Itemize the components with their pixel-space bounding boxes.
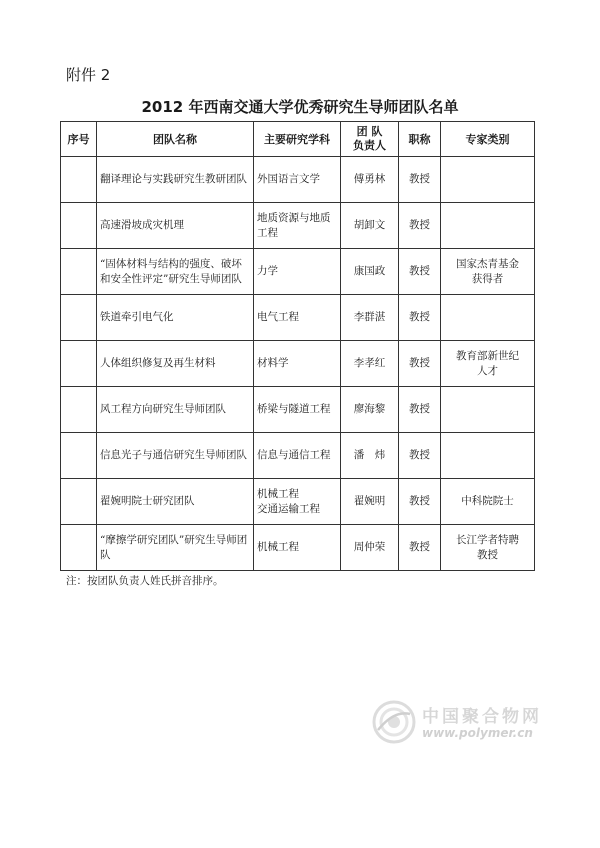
cell-discipline: 机械工程 交通运输工程 xyxy=(254,479,341,525)
cell-leader: 潘 炜 xyxy=(341,433,399,479)
cell-rank: 教授 xyxy=(399,157,441,203)
cell-index xyxy=(61,479,97,525)
cell-team-name: “摩擦学研究团队”研究生导师团队 xyxy=(97,525,254,571)
header-leader-text: 团 队 负责人 xyxy=(353,125,386,152)
cell-leader: 李群湛 xyxy=(341,295,399,341)
cell-rank: 教授 xyxy=(399,525,441,571)
cell-index xyxy=(61,341,97,387)
table-row xyxy=(61,525,535,571)
cell-leader: 胡卸文 xyxy=(341,203,399,249)
cell-rank: 教授 xyxy=(399,249,441,295)
footnote: 注：按团队负责人姓氏拼音排序。 xyxy=(66,575,224,587)
cell-rank: 教授 xyxy=(399,341,441,387)
table-row xyxy=(61,295,535,341)
cell-discipline: 电气工程 xyxy=(254,295,341,341)
header-rank: 职称 xyxy=(399,122,441,157)
cell-category: 国家杰青基金 获得者 xyxy=(441,249,535,295)
header-leader xyxy=(341,122,399,157)
cell-team-name: 翟婉明院士研究团队 xyxy=(97,479,254,525)
cell-leader: 翟婉明 xyxy=(341,479,399,525)
cell-index xyxy=(61,249,97,295)
cell-team-name: 信息光子与通信研究生导师团队 xyxy=(97,433,254,479)
table-header-row xyxy=(61,122,535,157)
header-team-name: 团队名称 xyxy=(97,122,254,157)
cell-rank: 教授 xyxy=(399,295,441,341)
cell-discipline: 地质资源与地质 工程 xyxy=(254,203,341,249)
team-table xyxy=(60,121,535,571)
cell-index xyxy=(61,525,97,571)
cell-category xyxy=(441,203,535,249)
table-row xyxy=(61,203,535,249)
cell-category xyxy=(441,295,535,341)
cell-leader: 傅勇林 xyxy=(341,157,399,203)
cell-rank: 教授 xyxy=(399,479,441,525)
document-title: 2012 年西南交通大学优秀研究生导师团队名单 xyxy=(141,98,459,116)
cell-discipline: 外国语言文学 xyxy=(254,157,341,203)
cell-discipline: 桥梁与隧道工程 xyxy=(254,387,341,433)
header-index: 序号 xyxy=(61,122,97,157)
cell-leader: 李孝红 xyxy=(341,341,399,387)
table-row xyxy=(61,433,535,479)
cell-category xyxy=(441,387,535,433)
table-body xyxy=(61,157,535,571)
cell-team-name: 风工程方向研究生导师团队 xyxy=(97,387,254,433)
table-row xyxy=(61,341,535,387)
cell-leader: 康国政 xyxy=(341,249,399,295)
table-row xyxy=(61,479,535,525)
cell-team-name: 人体组织修复及再生材料 xyxy=(97,341,254,387)
watermark-cn-text: 中国聚合物网 xyxy=(422,707,542,727)
cell-discipline: 机械工程 xyxy=(254,525,341,571)
cell-team-name: 翻译理论与实践研究生教研团队 xyxy=(97,157,254,203)
cell-discipline: 信息与通信工程 xyxy=(254,433,341,479)
cell-category: 中科院院士 xyxy=(441,479,535,525)
cell-team-name: 高速滑坡成灾机理 xyxy=(97,203,254,249)
watermark xyxy=(372,698,572,748)
polymer-logo-icon xyxy=(372,700,416,744)
cell-team-name: 铁道牵引电气化 xyxy=(97,295,254,341)
cell-index xyxy=(61,433,97,479)
cell-index xyxy=(61,157,97,203)
cell-category xyxy=(441,433,535,479)
cell-category: 教育部新世纪 人才 xyxy=(441,341,535,387)
watermark-url: www.polymer.cn xyxy=(422,726,533,740)
cell-leader: 周仲荣 xyxy=(341,525,399,571)
cell-category xyxy=(441,157,535,203)
cell-team-name: “固体材料与结构的强度、破坏和安全性评定”研究生导师团队 xyxy=(97,249,254,295)
cell-rank: 教授 xyxy=(399,387,441,433)
cell-index xyxy=(61,387,97,433)
cell-rank: 教授 xyxy=(399,203,441,249)
attachment-label: 附件 2 xyxy=(66,66,111,84)
cell-index xyxy=(61,295,97,341)
cell-leader: 廖海黎 xyxy=(341,387,399,433)
cell-discipline: 材料学 xyxy=(254,341,341,387)
table-row xyxy=(61,157,535,203)
table-row xyxy=(61,249,535,295)
cell-rank: 教授 xyxy=(399,433,441,479)
header-category: 专家类别 xyxy=(441,122,535,157)
cell-category: 长江学者特聘 教授 xyxy=(441,525,535,571)
cell-index xyxy=(61,203,97,249)
cell-discipline: 力学 xyxy=(254,249,341,295)
table-row xyxy=(61,387,535,433)
header-discipline: 主要研究学科 xyxy=(254,122,341,157)
